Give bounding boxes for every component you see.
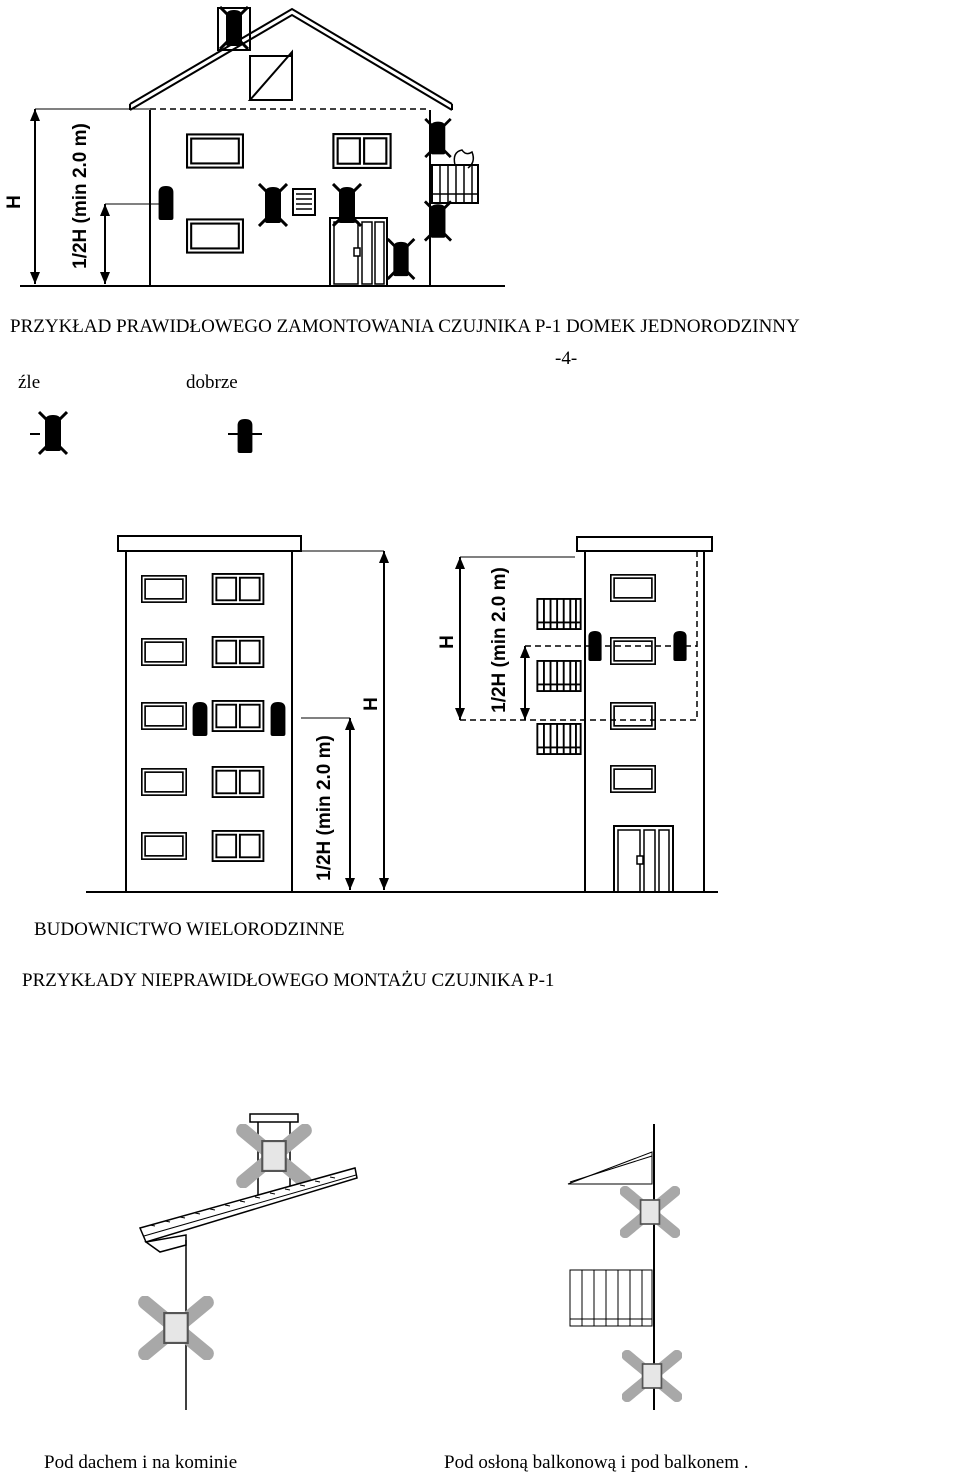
wrong-balcony-diagram xyxy=(480,1100,960,1420)
house-dim-half: 1/2H (min 2.0 m) xyxy=(70,123,91,269)
house-dim-h: H xyxy=(4,195,25,209)
legend-icons xyxy=(0,400,300,470)
multi-dim-half: 1/2H (min 2.0 m) xyxy=(314,735,335,881)
page-number: -4- xyxy=(555,348,578,369)
wrong-roof-chimney-diagram xyxy=(0,1100,480,1420)
multi-b2-dim-half: 1/2H (min 2.0 m) xyxy=(489,567,510,713)
multi-b2-dim-h: H xyxy=(437,635,458,649)
legend-good-label: dobrze xyxy=(186,372,238,393)
legend-bad-label: źle xyxy=(18,372,41,393)
multi-family-diagram xyxy=(0,520,960,910)
wrong-title: PRZYKŁADY NIEPRAWIDŁOWEGO MONTAŻU CZUJNIKA P-1 xyxy=(22,970,555,991)
multi-dim-h: H xyxy=(361,697,382,711)
multi-caption: BUDOWNICTWO WIELORODZINNE xyxy=(34,919,345,940)
wrong-caption-right: Pod osłoną balkonową i pod balkonem . xyxy=(444,1452,749,1473)
single-family-house-diagram xyxy=(0,0,960,300)
house-caption: PRZYKŁAD PRAWIDŁOWEGO ZAMONTOWANIA CZUJNIKA P-1 DOMEK JEDNORODZINNY xyxy=(10,316,800,337)
wrong-caption-left: Pod dachem i na kominie xyxy=(44,1452,238,1473)
